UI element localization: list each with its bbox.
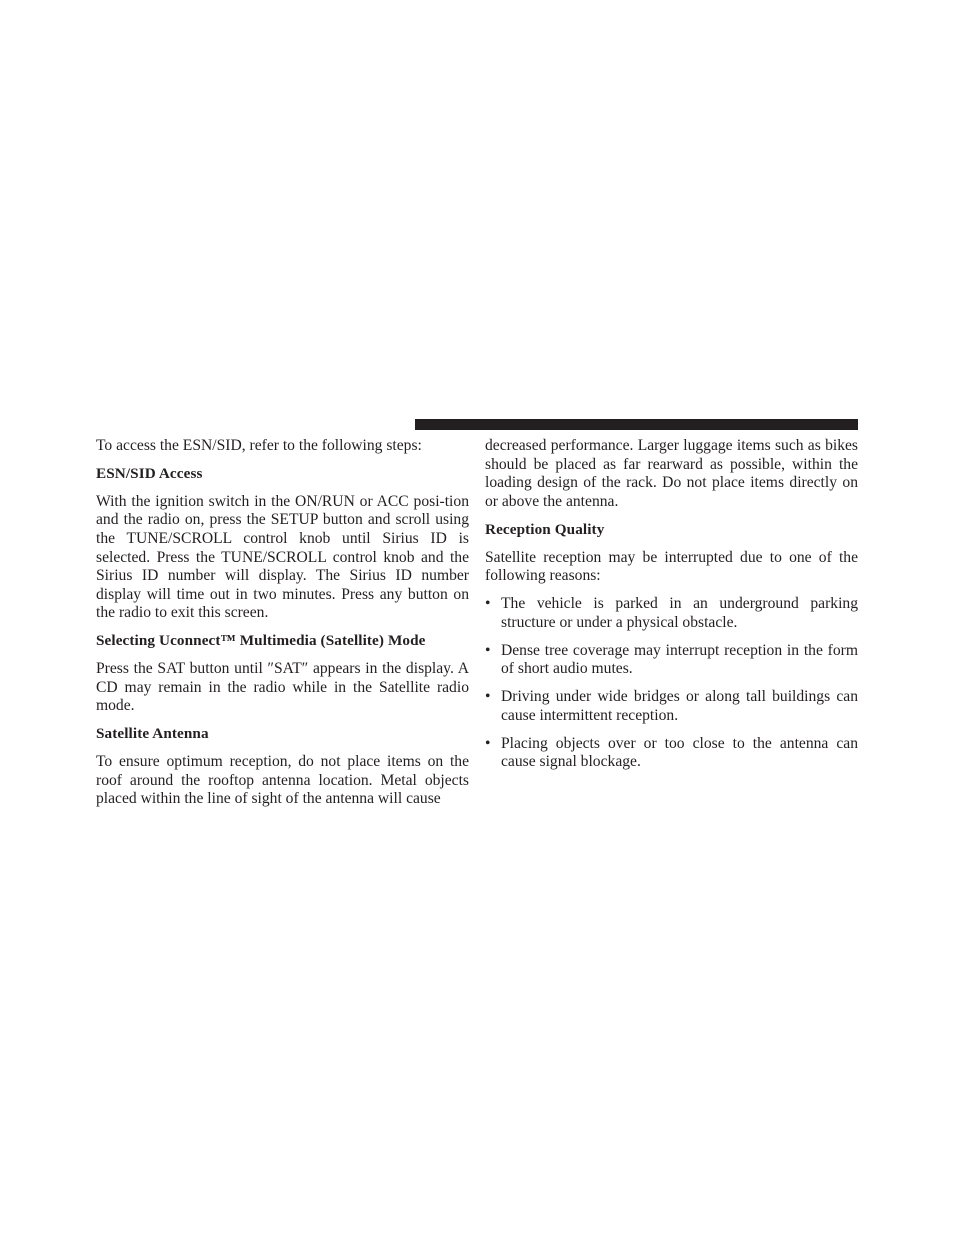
right-column [485,437,858,781]
esn-sid-access-heading: ESN/SID Access [96,464,203,482]
satellite-antenna-paragraph: To ensure optimum reception, do not place items on the roof around the rooftop antenna location. Metal objects placed within the line of sight of the antenna will cause [96,753,469,808]
bullet-icon: • [485,641,491,659]
satellite-mode-heading: Selecting Uconnect™ Multimedia (Satellite) Mode [96,632,426,650]
left-column [96,437,469,818]
bullet-icon: • [485,595,491,613]
satellite-antenna-paragraph-continued: decreased performance. Larger luggage items such as bikes should be placed as far rearward as possible, within the loading design of the rack. Do not place items directly on or above the antenna. [485,437,858,510]
bullet-icon: • [485,734,491,752]
bullet-icon: • [485,688,491,706]
esn-sid-access-paragraph: With the ignition switch in the ON/RUN or ACC posi-tion and the radio on, press the SETUP button and scroll using the TUNE/SCROLL control knob until Sirius ID is selected. Press the TUNE/SCROLL control knob and the Sirius ID number will display. The Sirius ID number display will time out in two minutes. Press any button on the radio to exit this screen. [96,492,469,622]
satellite-antenna-heading: Satellite Antenna [96,725,209,743]
reception-reasons-list [485,595,858,772]
section-header-bar [415,419,858,430]
list-item: • Dense tree coverage may interrupt reception in the form of short audio mutes. [485,641,858,678]
reception-quality-intro: Satellite reception may be interrupted due to one of the following reasons: [485,548,858,585]
list-item: • Driving under wide bridges or along tall buildings can cause intermittent reception. [485,688,858,724]
reception-quality-heading: Reception Quality [485,520,605,538]
list-item: • The vehicle is parked in an underground parking structure or under a physical obstacle. [485,595,858,631]
intro-paragraph: To access the ESN/SID, refer to the following steps: [96,437,422,454]
list-item: • Placing objects over or too close to the antenna can cause signal blockage. [485,734,858,771]
satellite-mode-paragraph: Press the SAT button until ″SAT″ appears in the display. A CD may remain in the radio while in the Satellite radio mode. [96,660,469,715]
